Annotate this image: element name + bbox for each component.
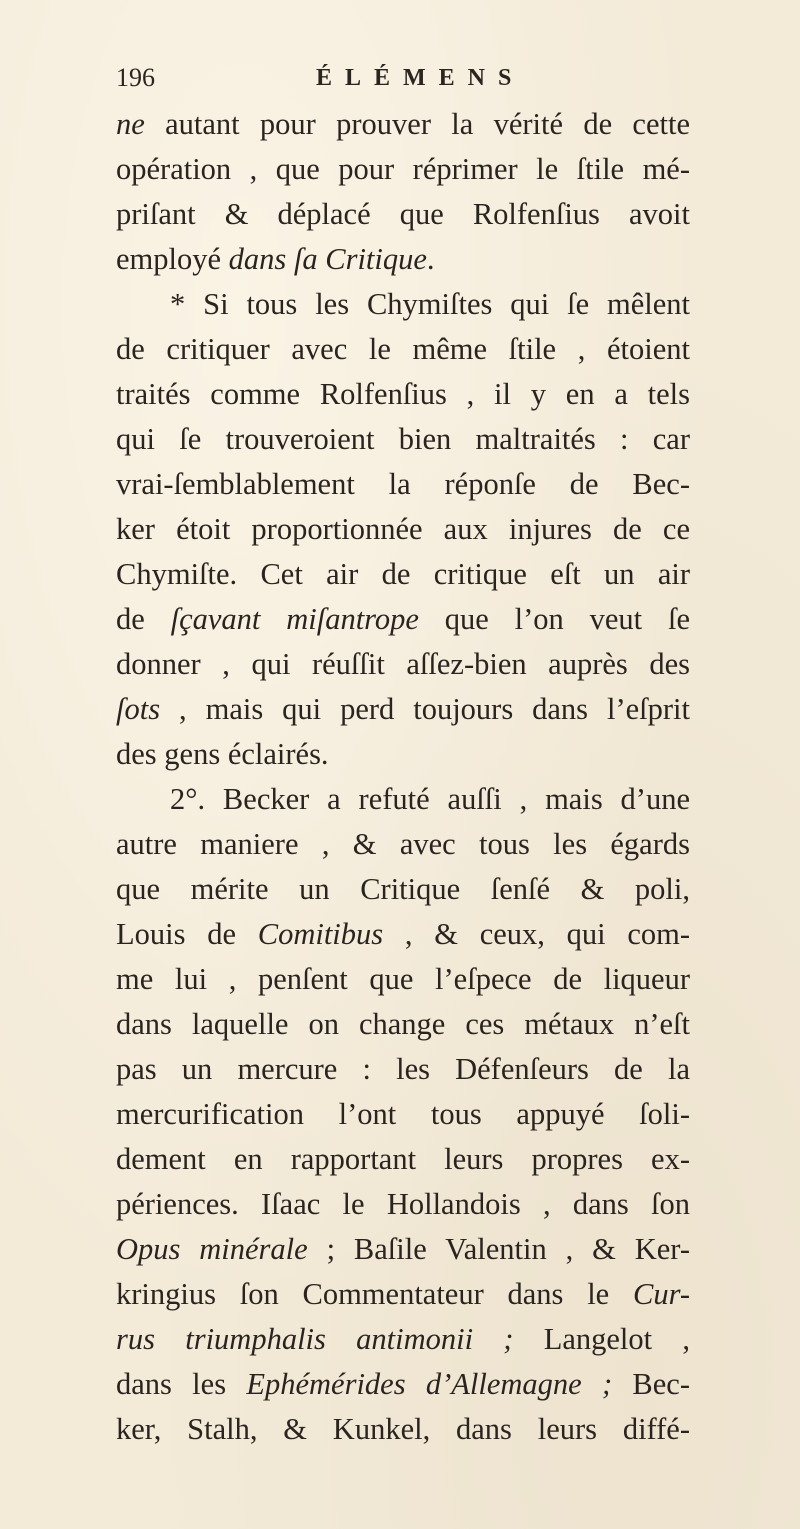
text-line [116,777,690,822]
text-line [116,552,690,597]
text-segment: dans les [116,1367,247,1401]
text-line [116,1272,690,1317]
text-line [116,912,690,957]
text-segment: priſant & déplacé que Rolfenſius avoit [116,197,690,231]
text-line [116,1407,690,1452]
text-line [116,327,690,372]
text-segment: traités comme Rolfenſius , il y en a tels [116,377,690,411]
text-segment: opération , que pour réprimer le ſtile mé- [116,152,690,186]
text-segment: * Si tous les Chymiſtes qui ſe mêlent [170,287,690,321]
text-line [116,732,690,777]
text-segment: ker, Stalh, & Kunkel, dans leurs diffé- [116,1412,690,1446]
text-segment: , mais qui perd toujours dans l’eſprit [160,692,690,726]
running-title: ÉLÉMENS [316,65,525,91]
text-line [116,687,690,732]
text-segment: Bec- [612,1367,690,1401]
text-line [116,1182,690,1227]
text-line [116,1137,690,1182]
italic-text: ſçavant miſantrope [170,602,419,636]
text-segment: ; Baſile Valentin , & Ker- [307,1232,690,1266]
italic-text: Comitibus [257,917,384,951]
italic-text: Opus minérale [116,1232,308,1266]
text-line [116,1092,690,1137]
text-segment: de [116,602,171,636]
text-line [116,1002,690,1047]
text-segment: , & ceux, qui com- [383,917,690,951]
running-head [116,62,686,94]
text-line [116,957,690,1002]
text-segment: 2°. Becker a refuté auſſi , mais d’une [170,782,690,816]
text-line [116,507,690,552]
text-segment: donner , qui réuſſit aſſez-bien auprès des [116,647,690,681]
italic-text: Cur- [632,1277,690,1311]
italic-text: ſots [116,692,161,726]
text-segment: Chymiſte. Cet air de critique eſt un air [116,557,690,591]
text-segment: Langelot , [513,1322,690,1356]
text-segment: mercurification l’ont tous appuyé ſoli- [116,1097,690,1131]
text-segment: de critiquer avec le même ſtile , étoient [116,332,690,366]
text-segment: des gens éclairés. [116,737,329,771]
page-number: 196 [116,63,155,92]
text-line [116,1362,690,1407]
text-segment: dans laquelle on change ces métaux n’eſt [116,1007,690,1041]
text-line [116,102,690,147]
italic-text: Ephémérides d’Allemagne ; [246,1367,613,1401]
text-line [116,642,690,687]
text-line [116,822,690,867]
text-line [116,147,690,192]
text-segment: dement en rapportant leurs propres ex- [116,1142,690,1176]
text-segment: que mérite un Critique ſenſé & poli, [116,872,690,906]
text-segment: vrai-ſemblablement la réponſe de Bec- [116,467,690,501]
italic-text: ne [116,107,145,141]
text-line [116,1227,690,1272]
italic-text: rus triumphalis antimonii ; [116,1322,514,1356]
text-line [116,372,690,417]
text-segment: employé [116,242,229,276]
text-segment: périences. Iſaac le Hollandois , dans ſon [116,1187,690,1221]
text-line [116,417,690,462]
text-line [116,192,690,237]
text-segment: ker étoit proportionnée aux injures de ce [116,512,690,546]
text-line [116,867,690,912]
text-line [116,462,690,507]
italic-text: dans ſa Critique [228,242,427,276]
text-segment: que l’on veut ſe [418,602,690,636]
text-segment: me lui , penſent que l’eſpece de liqueur [116,962,690,996]
text-line [116,1047,690,1092]
text-line [116,282,690,327]
text-segment: autre maniere , & avec tous les égards [116,827,690,861]
text-segment: . [426,242,435,276]
text-segment: autant pour prouver la vérité de cette [144,107,690,141]
text-segment: Louis de [116,917,258,951]
text-segment: pas un mercure : les Défenſeurs de la [116,1052,690,1086]
text-line [116,597,690,642]
text-line [116,237,690,282]
text-segment: qui ſe trouveroient bien maltraités : car [116,422,690,456]
text-segment: kringius ſon Commentateur dans le [116,1277,633,1311]
text-line [116,1317,690,1362]
body-text [116,102,690,1452]
